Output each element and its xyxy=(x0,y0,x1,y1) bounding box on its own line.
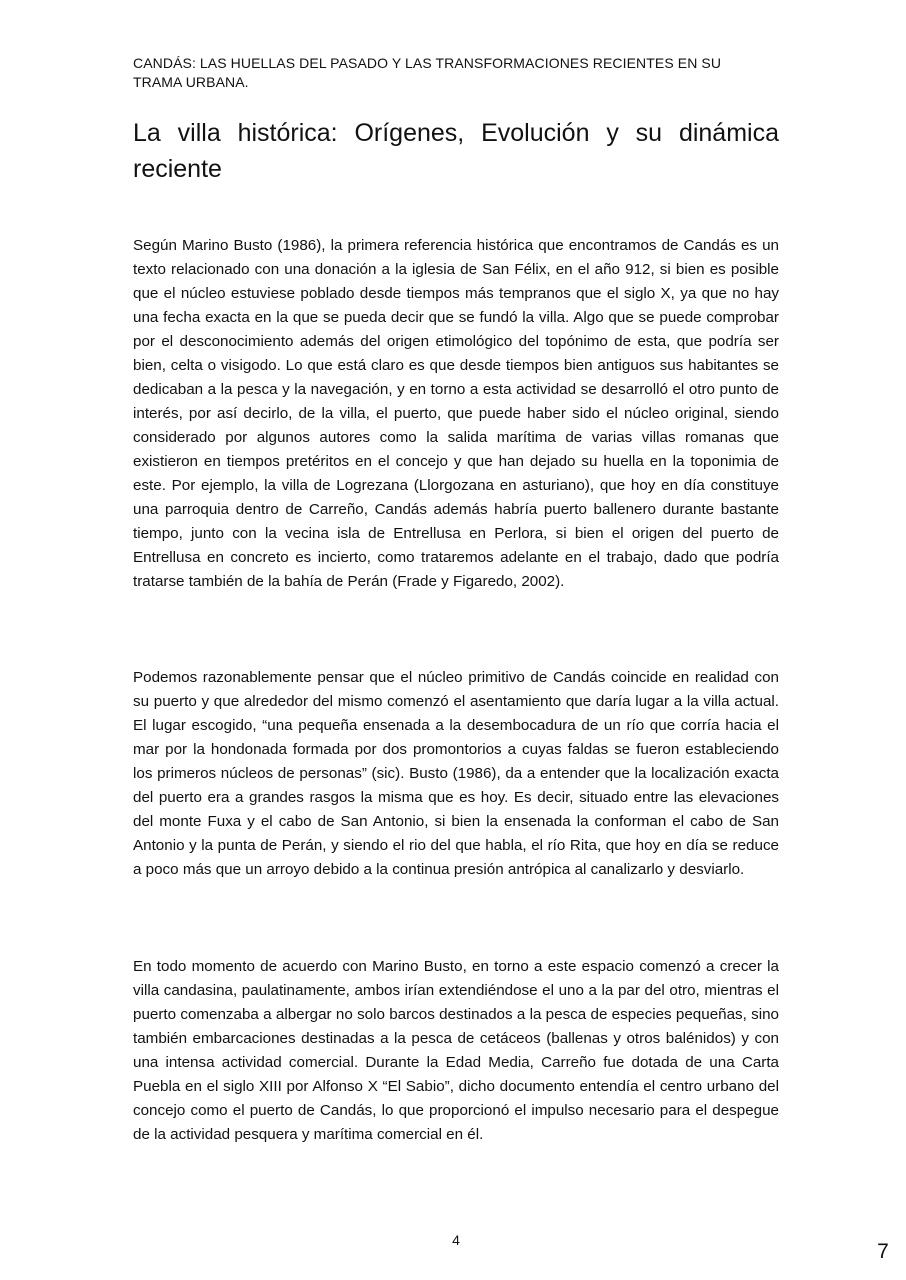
page-number: 4 xyxy=(452,1232,460,1248)
paragraph-1: Según Marino Busto (1986), la primera referencia histórica que encontramos de Candás es un texto relacionado con una donación a la iglesia de San Félix, en el año 912, si bien es posible que el núcleo estuviese poblado desde tiempos más tempranos que el siglo X, ya que no hay una fecha exacta en la que se pueda decir que se fundó la villa. Algo que se puede comprobar por el desconocimiento además del origen etimológico del topónimo de esta, que podría ser bien, celta o visigodo. Lo que está claro es que desde tiempos bien antiguos sus habitantes se dedicaban a la pesca y la navegación, y en torno a esta actividad se desarrolló el otro punto de interés, por así decirlo, de la villa, el puerto, que puede haber sido el núcleo original, siendo considerado por algunos autores como la salida marítima de varias villas romanas que existieron en tiempos pretéritos en el concejo y que han dejado su huella en la toponimia de este. Por ejemplo, la villa de Logrezana (Llorgozana en asturiano), que hoy en día constituye una parroquia dentro de Carreño, Candás además habría puerto ballenero durante bastante tiempo, junto con la vecina isla de Entrellusa en Perlora, si bien el origen del puerto de Entrellusa en concreto es incierto, como trataremos adelante en el trabajo, dado que podría tratarse también de la bahía de Perán (Frade y Figaredo, 2002). xyxy=(133,237,779,590)
paragraph-3: En todo momento de acuerdo con Marino Busto, en torno a este espacio comenzó a crecer la villa candasina, paulatinamente, ambos irían extendiéndose el uno a la par del otro, mientras el puerto comenzaba a albergar no solo barcos destinados a la pesca de especies pequeñas, sino también embarcaciones destinadas a la pesca de cetáceos (ballenas y otros balénidos) y con una intensa actividad comercial. Durante la Edad Media, Carreño fue dotada de una Carta Puebla en el siglo XIII por Alfonso X “El Sabio”, dicho documento entendía el centro urbano del concejo como el puerto de Candás, lo que proporcionó el impulso necesario para el despegue de la actividad pesquera y marítima comercial en él. xyxy=(133,958,779,1143)
paragraph-2: Podemos razonablemente pensar que el núcleo primitivo de Candás coincide en realidad con su puerto y que alrededor del mismo comenzó el asentamiento que daría lugar a la villa actual. El lugar escogido, “una pequeña ensenada a la desembocadura de un río que corría hacia el mar por la hondonada formada por dos promontorios a cuyas faldas se fueron estableciendo los primeros núcleos de personas” (sic). Busto (1986), da a entender que la localización exacta del puerto era a grandes rasgos la misma que es hoy. Es decir, situado entre las elevaciones del monte Fuxa y el cabo de San Antonio, si bien la ensenada la conforman el cabo de San Antonio y la punta de Perán, y siendo el rio del que habla, el río Rita, que hoy en día se reduce a poco más que un arroyo debido a la continua presión antrópica al canalizarlo y desviarlo. xyxy=(133,669,779,878)
corner-page-index: 7 xyxy=(877,1240,889,1263)
section-title: La villa histórica: Orígenes, Evolución y su dinámica reciente xyxy=(133,119,779,183)
running-header: CANDÁS: LAS HUELLAS DEL PASADO Y LAS TRANSFORMACIONES RECIENTES EN SU TRAMA URBANA. xyxy=(133,55,722,90)
